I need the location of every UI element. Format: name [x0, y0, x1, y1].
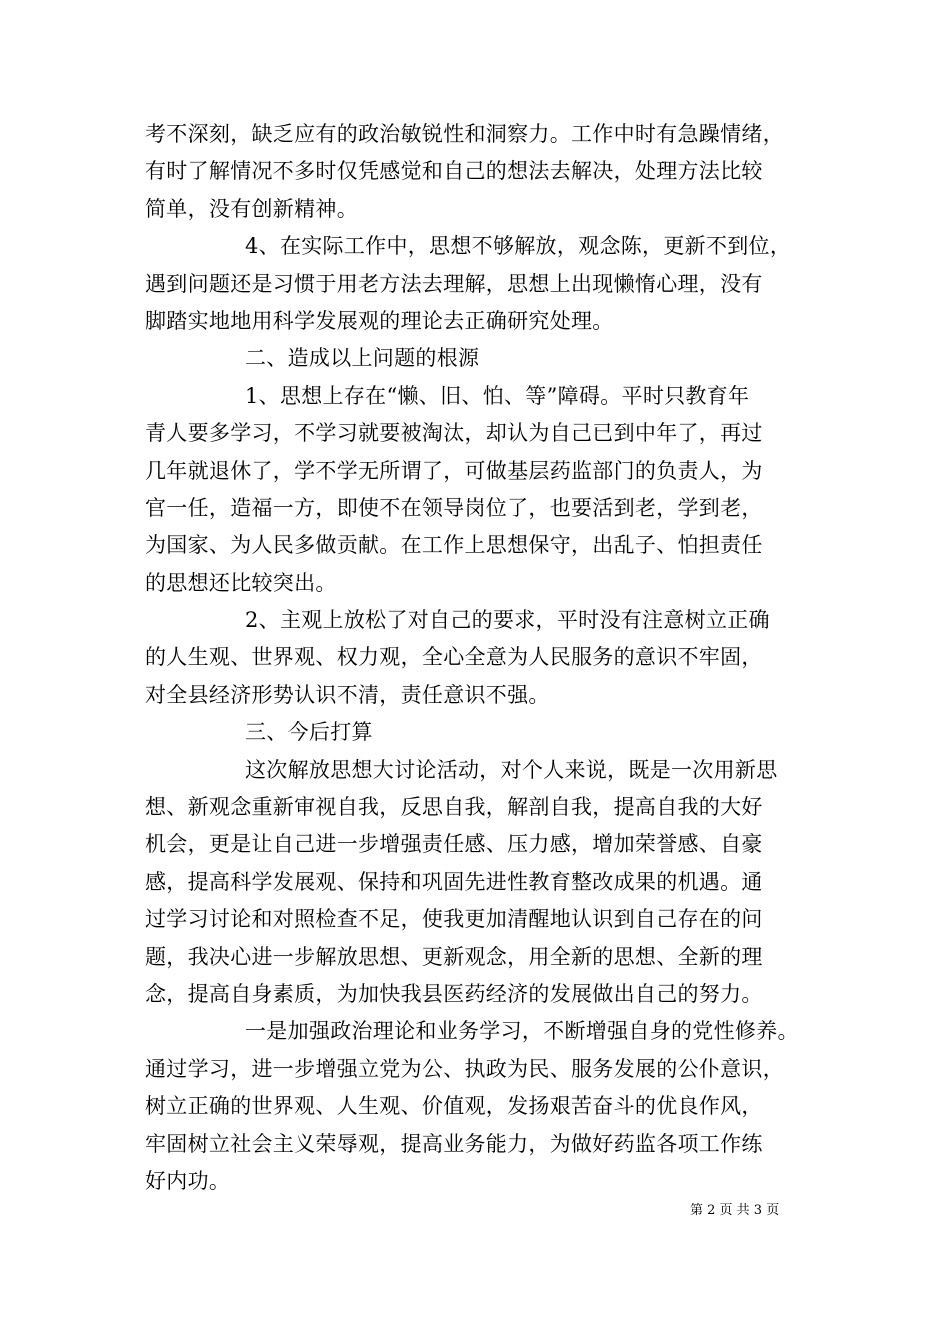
- text-line: 4、在实际工作中，思想不够解放，观念陈，更新不到位，: [245, 234, 792, 259]
- text-line: 过学习讨论和对照检查不足，使我更加清醒地认识到自己存在的问: [145, 907, 763, 932]
- text-line: 机会，更是让自己进一步增强责任感、压力感，增加荣誉感、自豪: [145, 832, 763, 857]
- text-line: 遇到问题还是习惯于用老方法去理解，思想上出现懒惰心理，没有: [145, 271, 763, 296]
- text-line: 为国家、为人民多做贡献。在工作上思想保守，出乱子、怕担责任: [145, 533, 763, 558]
- text-line: 题，我决心进一步解放思想、更新观念，用全新的思想、全新的理: [145, 944, 763, 969]
- text-line: 一是加强政治理论和业务学习，不断增强自身的党性修养。: [245, 1019, 799, 1044]
- text-line: 这次解放思想大讨论活动，对个人来说，既是一次用新思: [245, 757, 778, 782]
- page-number: 第 2 页 共 3 页: [690, 1203, 780, 1218]
- text-line: 青人要多学习，不学习就要被淘汰，却认为自己已到中年了，再过: [145, 421, 763, 446]
- text-line: 2、主观上放松了对自己的要求，平时没有注意树立正确: [245, 608, 770, 633]
- text-line: 念，提高自身素质，为加快我县医药经济的发展做出自己的努力。: [145, 981, 763, 1006]
- document-body: [145, 116, 811, 1200]
- text-line: 考不深刻，缺乏应有的政治敏锐性和洞察力。工作中时有急躁情绪，: [145, 122, 784, 146]
- text-line: 1、思想上存在“懒、旧、怕、等”障碍。平时只教育年: [245, 383, 750, 408]
- text-line: 几年就退休了，学不学无所谓了，可做基层药监部门的负责人，为: [145, 458, 763, 483]
- text-line: 通过学习，进一步增强立党为公、执政为民、服务发展的公仆意识，: [145, 1056, 784, 1081]
- text-line: 二、造成以上问题的根源: [245, 346, 480, 371]
- text-line: 有时了解情况不多时仅凭感觉和自己的想法去解决，处理方法比较: [145, 159, 763, 184]
- text-line: 感，提高科学发展观、保持和巩固先进性教育整改成果的机遇。通: [145, 869, 763, 894]
- text-line: 想、新观念重新审视自我，反思自我，解剖自我，提高自我的大好: [145, 795, 763, 820]
- text-line: 简单，没有创新精神。: [145, 196, 358, 221]
- text-line: 三、今后打算: [245, 720, 373, 745]
- text-line: 对全县经济形势认识不清，责任意识不强。: [145, 682, 550, 707]
- text-line: 脚踏实地地用科学发展观的理论去正确研究处理。: [145, 308, 614, 333]
- text-line: 牢固树立社会主义荣辱观，提高业务能力，为做好药监各项工作练: [145, 1131, 763, 1156]
- text-line: 的人生观、世界观、权力观，全心全意为人民服务的意识不牢固，: [145, 645, 763, 670]
- text-line: 官一任，造福一方，即使不在领导岗位了，也要活到老，学到老，: [145, 495, 763, 520]
- text-line: 的思想还比较突出。: [145, 570, 337, 595]
- text-line: 树立正确的世界观、人生观、价值观，发扬艰苦奋斗的优良作风，: [145, 1094, 763, 1119]
- text-line: 好内功。: [145, 1168, 231, 1193]
